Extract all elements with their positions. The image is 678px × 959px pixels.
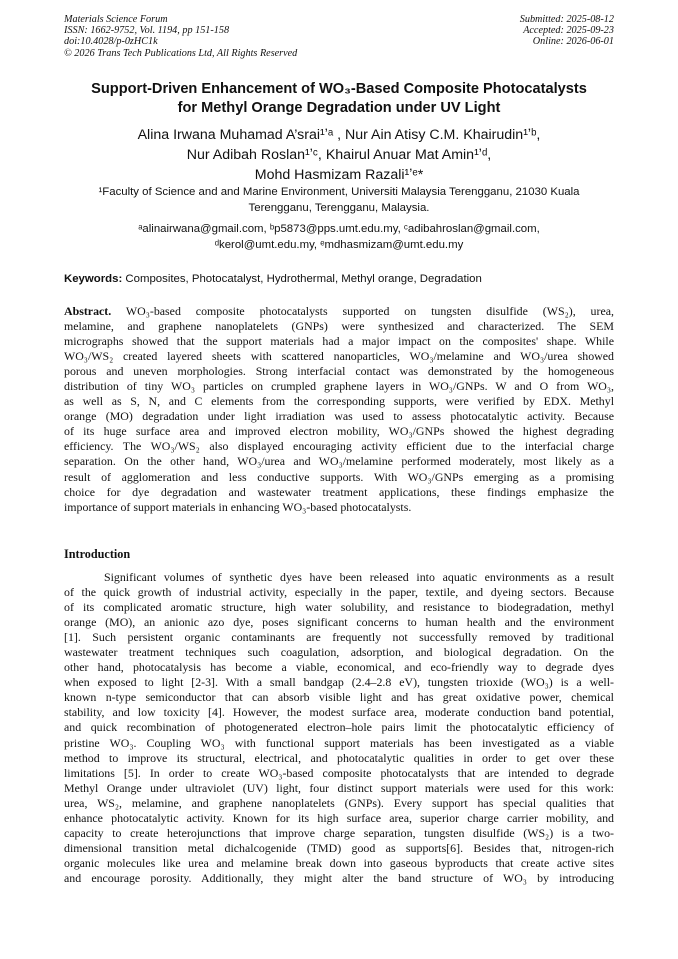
- intro-line: other hand, photocatalysis has become a viable, economical, and eco-friendly way to degrade dyes: [64, 660, 614, 675]
- abstract-line: melamine, and graphene nanoplatelets (GNPs) were synthesized and characterized. The SEM: [64, 319, 614, 334]
- abstract-line: of its huge surface area and improved electron mobility, WO₃/GNPs showed the highest degrading: [64, 424, 614, 439]
- introduction-body: [64, 570, 614, 886]
- author-line-2: Nur Adibah Roslan¹ʼᶜ, Khairul Anuar Mat Amin¹ʼᵈ,: [186, 147, 492, 163]
- intro-line: wastewater treatment techniques such coagulation, adsorption, and biological degradation. On the: [64, 645, 614, 660]
- submitted-date: Submitted: 2025-08-12: [519, 14, 614, 25]
- keywords-label: Keywords:: [64, 273, 123, 285]
- intro-line: method to improve its structural, electrical, and photocatalytic qualities in order to get over these: [64, 750, 614, 765]
- author-line-3: Mohd Hasmizam Razali¹ʼᵉ*: [254, 167, 424, 183]
- abstract-line: choice for dye degradation and wastewater treatment applications, these findings emphasize the: [64, 484, 614, 499]
- abstract-line: as well as S, N, and C elements from the corresponding supports, were verified by EDX. Methyl: [64, 394, 614, 409]
- abstract-line: importance of support materials in enhancing WO₃-based photocatalysts.: [64, 499, 412, 514]
- intro-line: stability, and low toxicity [4]. However, the modest surface area, moderate conduction band potential,: [64, 705, 614, 720]
- intro-line: when exposed to light [2-3]. With a small bandgap (2.4–2.8 eV), tungsten trioxide (WO₃) is a well-: [64, 675, 614, 690]
- accepted-date: Accepted: 2025-09-23: [523, 25, 614, 37]
- author-emails: [64, 221, 614, 253]
- author-line-1: Alina Irwana Muhamad A’srai¹ʼᵃ , Nur Ain Atisy C.M. Khairudin¹ʼᵇ,: [137, 127, 541, 143]
- author-list: [40, 125, 638, 185]
- abstract-line: orange (MO) degradation under light irradiation was used to assess photocatalytic activity. Because: [64, 409, 614, 424]
- abstract-line: Abstract. WO₃-based composite photocatalysts supported on tungsten disulfide (WS₂), urea,: [64, 304, 614, 318]
- intro-line: of the quick growth of industrial activity, especially in the paper, textile, and dyeing sectors. Because: [64, 585, 614, 600]
- affiliation-line-1: ¹Faculty of Science and and Marine Environment, Universiti Malaysia Terengganu, 21030 Kuala: [98, 186, 580, 198]
- abstract-line: efficiency. The WO₃/WS₂ also displayed encouraging activity efficient due to the interfacial charge: [64, 439, 614, 454]
- intro-line: orange (MO), an anionic azo dye, poses significant concerns to human health and the environment: [64, 615, 614, 630]
- intro-line: and quick recombination of photogenerated electron–hole pairs limit the photocatalytic efficiency of: [64, 720, 614, 735]
- emails-line-2: ᵈkerol@umt.edu.my, ᵉmdhasmizam@umt.edu.my: [214, 239, 464, 251]
- emails-line-1: ᵃalinairwana@gmail.com, ᵇp5873@pps.umt.edu.my, ᶜadibahroslan@gmail.com,: [138, 223, 540, 235]
- journal-header: [64, 14, 297, 59]
- keywords: [64, 271, 614, 287]
- title-line-2: for Methyl Orange Degradation under UV Light: [177, 100, 501, 116]
- affiliation: [64, 184, 614, 216]
- intro-line: [1]. Such persistent organic contaminants are frequently not successfully removed by traditional: [64, 630, 614, 645]
- intro-line: pristine WO₃. Coupling WO₃ with functional support materials has been investigated as a viable: [64, 735, 614, 750]
- affiliation-line-2: Terengganu, Terengganu, Malaysia.: [248, 202, 430, 214]
- intro-line: known n-type semiconductor that can absorb visible light and has great oxidative power, chemical: [64, 690, 614, 705]
- intro-line: Significant volumes of synthetic dyes have been released into aquatic environments as a result: [104, 570, 614, 584]
- intro-line: dimensional transition metal dichalcogenide (TMD) good as supports[6]. Besides that, nitrogen-rich: [64, 840, 614, 855]
- intro-line: Methyl Orange under ultraviolet (UV) light, four distinct support materials were used for this work:: [64, 780, 614, 795]
- intro-line: organic molecules like urea and melamine break down into gaseous byproducts that create active sites: [64, 855, 614, 870]
- copyright: © 2026 Trans Tech Publications Ltd, All Rights Reserved: [64, 47, 298, 59]
- intro-line: and encourage porosity. Additionally, they might alter the band structure of WO₃ by introducing: [64, 870, 614, 885]
- online-date: Online: 2026-06-01: [532, 36, 614, 48]
- abstract-line: result of agglomeration and less conductive supports. With WO₃/GNPs emerging as a promising: [64, 469, 614, 484]
- intro-line: limitations [5]. In order to create WO₃-based composite photocatalysts that are intended to degrade: [64, 765, 614, 780]
- paper-title: [40, 80, 638, 118]
- intro-line: capacity to create heterojunctions that improve charge separation, tungsten disulfide (WS₂) is a two-: [64, 825, 614, 840]
- issn: ISSN: 1662-9752, Vol. 1194, pp 151-158: [64, 25, 230, 37]
- doi: doi:10.4028/p-0zHC1k: [64, 36, 158, 48]
- intro-line: enhance photocatalytic activity. Known for its high surface area, superior charge carrier mobility, and: [64, 810, 614, 825]
- keywords-text: Composites, Photocatalyst, Hydrothermal, Methyl orange, Degradation: [125, 273, 482, 285]
- title-line-1: Support-Driven Enhancement of WO₃-Based Composite Photocatalysts: [91, 81, 587, 97]
- abstract-line: porous and uneven morphologies. Strong interfacial contact was demonstrated by the homogeneous: [64, 364, 614, 379]
- abstract: [64, 304, 614, 515]
- abstract-label: Abstract.: [64, 304, 112, 318]
- abstract-line: WO₃/WS₂ created layered sheets with scattered nanoparticles, WO₃/melamine and WO₃/urea showed: [64, 349, 614, 364]
- journal-name: Materials Science Forum: [64, 14, 168, 25]
- abstract-line: distribution of tiny WO₃ particles on crumpled graphene layers in WO₃/GNPs. W and O from WO₃,: [64, 379, 614, 394]
- abstract-line: separation. On the other hand, WO₃/urea and WO₃/melamine performed moderately, most likely as a: [64, 454, 614, 469]
- abstract-line: micrographs showed that the support materials had a major impact on the composites' shape. While: [64, 334, 614, 349]
- dates-header: [520, 14, 614, 48]
- intro-line: urea, WS₂, melamine, and graphene nanoplatelets (GNPs). Every support has special qualities that: [64, 795, 614, 810]
- intro-line: of its complicated aromatic structure, high water solubility, and resistance to biodegradation, methyl: [64, 600, 614, 615]
- introduction-heading: Introduction: [64, 547, 131, 561]
